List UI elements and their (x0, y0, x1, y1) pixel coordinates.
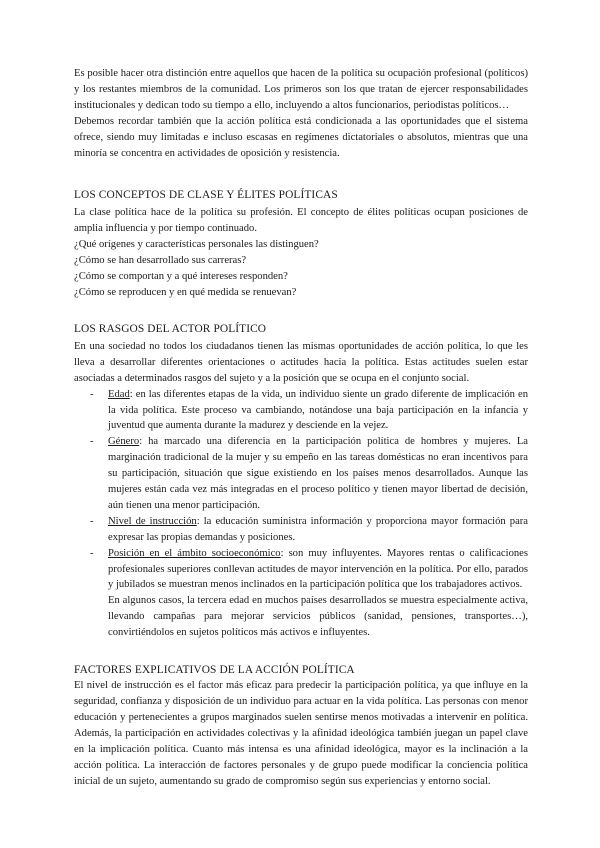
bullet-dash: - (90, 388, 94, 400)
bullet-dash: - (90, 436, 94, 448)
list-item-posicion-socioeconomica (74, 546, 528, 641)
intro-paragraph-2: Debemos recordar también que la acción política está condicionada a las oportunidades que el sistema ofrece, siendo muy limitadas e incluso escasas en regímenes dictatoriales o absolutos, mientras que una minoría se concentra en actividades de oposición y resistencia. (74, 115, 528, 159)
term-posicion-socioeconomica: Posición en el ámbito socioeconómico (108, 547, 281, 559)
document-page (74, 66, 528, 789)
question-item: ¿Qué orígenes y características personales las distinguen? (74, 239, 319, 251)
list-item-text: : la educación suministra información y proporciona mayor formación para expresar las propias demandas y posiciones. (108, 515, 528, 543)
list-item-genero (74, 434, 528, 514)
section-text-rasgos: En una sociedad no todos los ciudadanos tienen las mismas oportunidades de acción política, lo que les lleva a desarrollar diferentes orientaciones o actitudes hacia la política. Estas actitudes suelen estar asociadas a determinados rasgos del sujeto y a la posición que se ocupa en el conjunto social. (74, 340, 528, 384)
question-item: ¿Cómo se reproducen y en qué medida se renuevan? (74, 286, 297, 298)
section-text-clase-elites: La clase política hace de la política su profesión. El concepto de élites políticas ocupan posiciones de amplia influencia y por tiempo continuado. (74, 207, 528, 235)
list-item-text: : son muy influyentes. Mayores rentas o calificaciones profesionales superiores conllevan actitudes de mayor intervención en la política. Por ello, parados y jubilados se muestran menos inclinados en la participación política que los trabajadores activos. (108, 547, 528, 591)
section-heading-factores: FACTORES EXPLICATIVOS DE LA ACCIÓN POLÍTICA (74, 664, 355, 677)
list-item-edad (74, 387, 528, 435)
traits-list (74, 387, 528, 642)
intro-paragraph-1: Es posible hacer otra distinción entre aquellos que hacen de la política su ocupación profesional (políticos) y los restantes miembros de la comunidad. Los primeros son los que tratan de ejercer responsabilidades institucionales y dedican todo su tiempo a ello, incluyendo a altos funcionarios, periodistas políticos… (74, 68, 528, 111)
list-item-nivel-instruccion (74, 514, 528, 546)
question-item: ¿Cómo se comportan y a qué intereses responden? (74, 271, 288, 283)
bullet-dash: - (90, 515, 94, 527)
term-nivel-instruccion: Nivel de instrucción (108, 515, 197, 527)
list-item-extra-paragraph: En algunos casos, la tercera edad en muchos países desarrollados se muestra especialmente activa, llevando campañas para mejorar servicios públicos (sanidad, pensiones, transportes…), convirtiéndolos en sujetos políticos más activos e influyentes. (108, 595, 528, 639)
term-edad: Edad (108, 388, 130, 400)
bullet-dash: - (90, 547, 94, 559)
section-heading-rasgos: LOS RASGOS DEL ACTOR POLÍTICO (74, 322, 267, 335)
section-heading-clase-elites: LOS CONCEPTOS DE CLASE Y ÉLITES POLÍTICAS (74, 189, 338, 202)
question-item: ¿Cómo se han desarrollado sus carreras? (74, 255, 247, 267)
list-item-text: : ha marcado una diferencia en la participación política de hombres y mujeres. La marginación tradicional de la mujer y su empeño en las tareas domésticas no eran incentivos para su participación, situación que sigue existiendo en los países menos desarrollados. Aunque las mujeres están cada vez más integradas en el proceso político y tienen mayor libertad de decisión, aún tienen una menor participación. (108, 436, 528, 511)
section-text-factores: El nivel de instrucción es el factor más eficaz para predecir la participación política, ya que influye en la seguridad, confianza y disposición de un individuo para actuar en la vida política. Las personas con menor educación y pertenecientes a grupos marginados suelen sentirse menos motivadas a intervenir en política. Además, la participación en actividades colectivas y la afinidad ideológica también juegan un papel clave en la implicación política. Cuanto más intensa es una afinidad ideológica, mayor es la inclinación a la acción política. La interacción de factores personales y de grupo puede modificar la conciencia política inicial de un sujeto, aumentando su grado de compromiso según sus experiencias y entorno social. (74, 680, 528, 787)
list-item-text: : en las diferentes etapas de la vida, un individuo siente un grado diferente de implicación en la vida política. Este proceso va cambiando, notándose una baja participación en la infancia y juventud que aumenta durante la madurez y desciende en la vejez. (108, 388, 528, 432)
term-genero: Género (108, 436, 140, 448)
